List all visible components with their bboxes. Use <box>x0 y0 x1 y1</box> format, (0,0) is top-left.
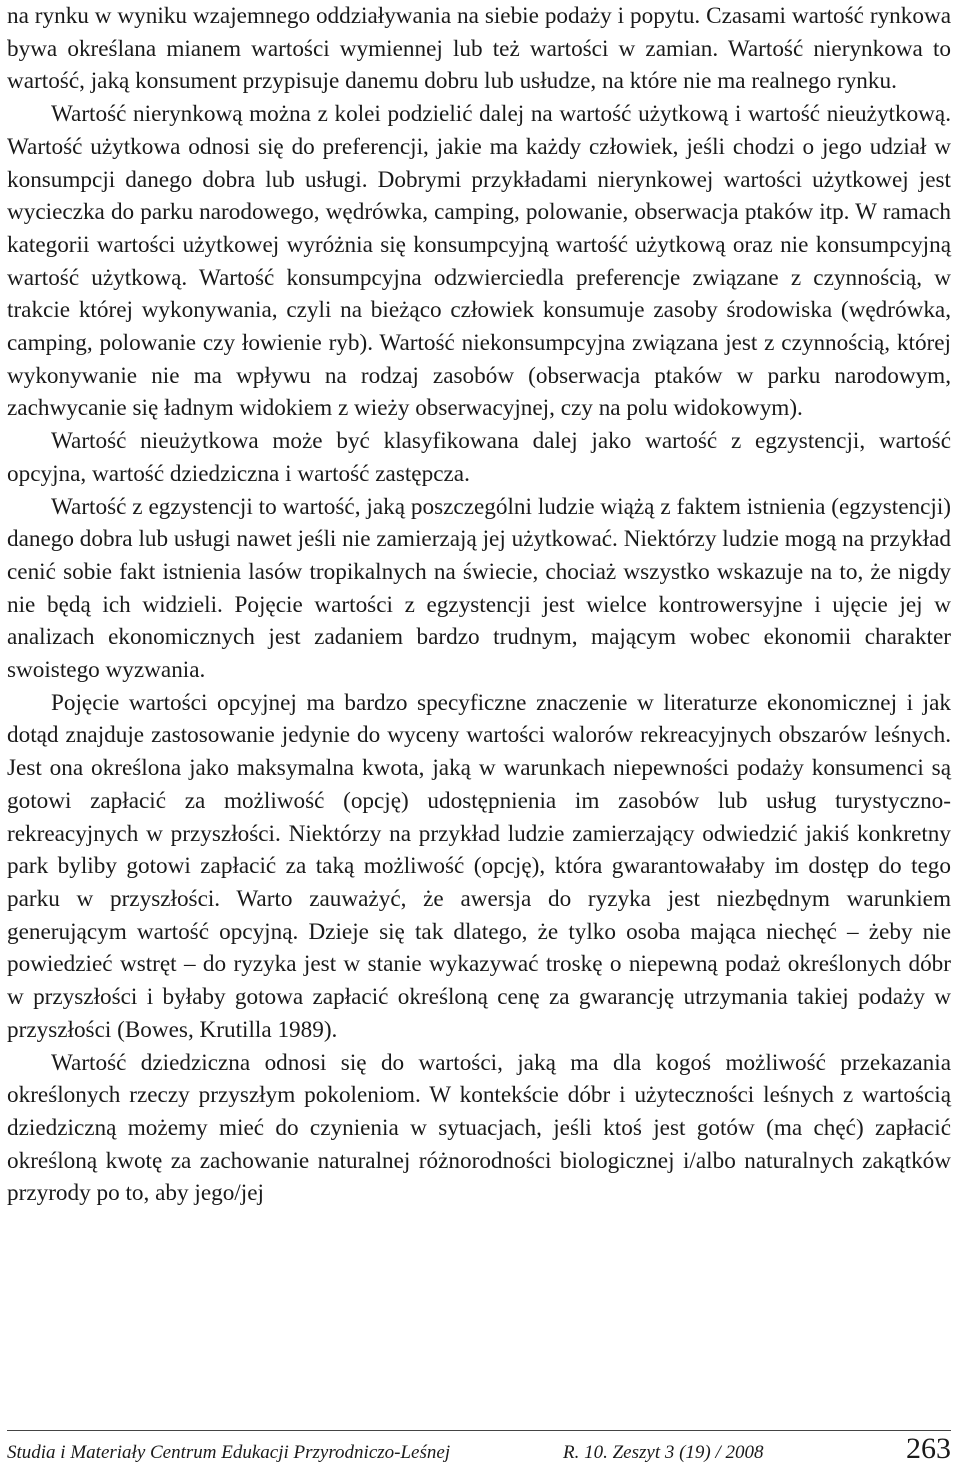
body-text <box>7 0 951 1210</box>
page-number: 263 <box>906 1432 951 1465</box>
paragraph-2: Wartość nierynkową można z kolei podzielić dalej na wartość użytkową i wartość nieużytkową. Wartość użytkowa odnosi się do preferencji, jakie ma każdy człowiek, jeśli chodzi o jego udział w konsumpcji danego dobra lub usługi. Dobrymi przykładami nierynkowej wartości użytkowej jest wycieczka do parku narodowego, wędrówka, camping, polowanie, obserwacja ptaków itp. W ramach kategorii wartości użytkowej wyróżnia się konsumpcyjną wartość użytkową oraz nie konsumpcyjną wartość użytkową. Wartość konsumpcyjna odzwierciedla preferencje związane z czynnością, w trakcie której wykonywania, czyli na bieżąco człowiek konsumuje zasoby środowiska (wędrówka, camping, polowanie czy łowienie ryb). Wartość niekonsumpcyjna związana jest z czynnością, której wykonywanie nie ma wpływu na rodzaj zasobów (obserwacja ptaków w parku narodowym, zachwycanie się ładnym widokiem z wieży obserwacyjnej, czy na polu widokowym). <box>7 101 951 422</box>
page-footer <box>7 1432 951 1470</box>
document-page <box>7 0 951 1470</box>
footer-issue-info: R. 10. Zeszyt 3 (19) / 2008 <box>563 1442 764 1463</box>
paragraph-4: Wartość z egzystencji to wartość, jaką poszczególni ludzie wiążą z faktem istnienia (egzystencji) danego dobra lub usługi nawet jeśli nie zamierzają jej użytkować. Niektórzy ludzie mogą na przykład cenić sobie fakt istnienia lasów tropikalnych na świecie, chociaż wszystko wskazuje na to, że nigdy nie będą ich widzieli. Pojęcie wartości z egzystencji jest wielce kontrowersyjne i ujęcie jej w analizach ekonomicznych jest zadaniem bardzo trudnym, mającym wobec ekonomii charakter swoistego wyzwania. <box>7 493 951 684</box>
paragraph-1: na rynku w wyniku wzajemnego oddziaływania na siebie podaży i popytu. Czasami wartość rynkowa bywa określana mianem wartości wymiennej lub też wartości w zamian. Wartość nierynkowa to wartość, jaką konsument przypisuje danemu dobru lub usłudze, na które nie ma realnego rynku. <box>7 3 951 95</box>
paragraph-6: Wartość dziedziczna odnosi się do wartości, jaką ma dla kogoś możliwość przekazania określonych rzeczy przyszłym pokoleniom. W kontekście dóbr i użyteczności leśnych z wartością dziedziczną możemy mieć do czynienia w sytuacjach, jeśli ktoś jest gotów (ma chęć) zapłacić określoną kwotę za zachowanie naturalnej różnorodności biologicznej i/albo naturalnych zakątków przyrody po to, aby jego/jej <box>7 1049 951 1207</box>
paragraph-3: Wartość nieużytkowa może być klasyfikowana dalej jako wartość z egzystencji, wartość opcyjna, wartość dziedziczna i wartość zastępcza. <box>7 428 951 487</box>
footer-journal-title: Studia i Materiały Centrum Edukacji Przyrodniczo-Leśnej <box>7 1442 451 1463</box>
footer-rule <box>7 1430 951 1431</box>
paragraph-5: Pojęcie wartości opcyjnej ma bardzo specyficzne znaczenie w literaturze ekonomicznej i jak dotąd znajduje zastosowanie jedynie do wyceny wartości walorów rekreacyjnych obszarów leśnych. Jest ona określona jako maksymalna kwota, jaką w warunkach niepewności podaży konsumenci są gotowi zapłacić za możliwość (opcję) udostępnienia im zasobów lub usług turystyczno-rekreacyjnych w przyszłości. Niektórzy na przykład ludzie zamierzający odwiedzić jakiś konkretny park byliby gotowi zapłacić za taką możliwość (opcję), która gwarantowałaby im dostęp do tego parku w przyszłości. Warto zauważyć, że awersja do ryzyka jest niezbędnym warunkiem generującym wartość opcyjną. Dzieje się tak dlatego, że tylko osoba mająca niechęć – żeby nie powiedzieć wstręt – do ryzyka jest w stanie wykazywać troskę o niepewną podaż określonych dóbr w przyszłości i byłaby gotowa zapłacić określoną cenę za gwarancję utrzymania takiej podaży w przyszłości (Bowes, Krutilla 1989). <box>7 689 951 1043</box>
